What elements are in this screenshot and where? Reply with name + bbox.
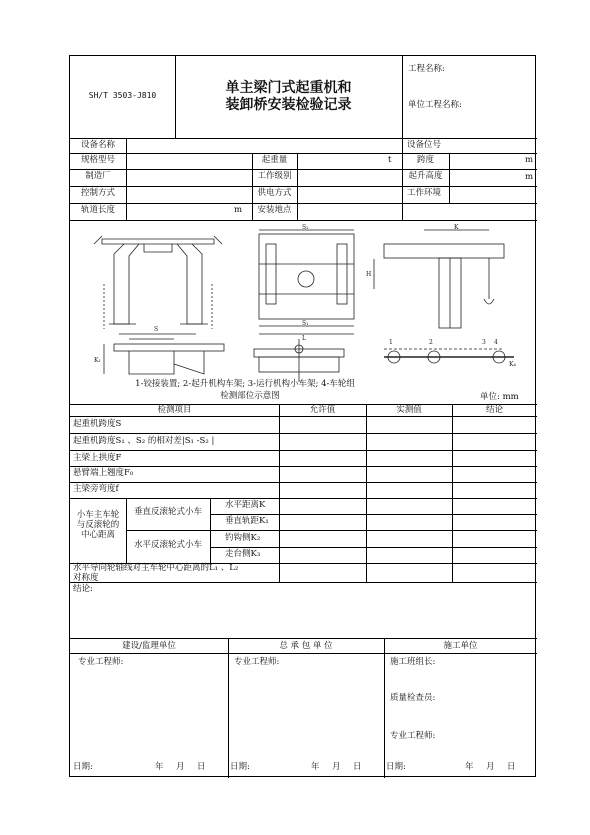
- inspection-record-sheet: [69, 55, 536, 777]
- lifting-height-label: 起升高度: [408, 171, 443, 181]
- track-length-label: 轨道长度: [80, 205, 115, 215]
- group-label-line-2: 与反滚轮的: [76, 519, 120, 530]
- lifting-weight-label: 起重量: [261, 155, 288, 165]
- label-k1: K₁: [94, 357, 101, 364]
- label-s: S: [154, 326, 159, 333]
- contractor-engineer-label: 专业工程师:: [234, 657, 280, 667]
- diagram-cross-section: [254, 339, 344, 382]
- work-class-label: 工作级别: [257, 171, 292, 181]
- supervision-engineer-label: 专业工程师:: [78, 657, 124, 667]
- unit-project-label: 单位工程名称:: [408, 100, 462, 110]
- col-item-header: 检测项目: [157, 405, 192, 415]
- construction-engineer-label: 专业工程师:: [390, 731, 436, 741]
- construction-unit-header: 施工单位: [443, 641, 478, 651]
- page-title: [175, 80, 402, 114]
- diagram-wheel-group: [384, 339, 516, 368]
- horizontal-roller-label: 水平反滚轮式小车: [133, 540, 202, 550]
- contractor-day: 日: [353, 762, 362, 772]
- work-env-label: 工作环境: [407, 188, 442, 198]
- quality-inspector-label: 质量检查员:: [390, 693, 436, 703]
- col-measured-header: 实测值: [396, 405, 422, 415]
- vertical-roller-label: 垂直反滚轮式小车: [133, 507, 202, 517]
- title-line-1: 单主梁门式起重机和: [225, 80, 352, 96]
- construction-date-label: 日期:: [386, 762, 406, 772]
- label-k: K: [454, 224, 459, 231]
- label-h: H: [366, 271, 372, 278]
- horiz-dist-label: 水平距离K: [225, 500, 266, 510]
- label-n3: 3: [482, 339, 486, 346]
- diagram-caption: 检测部位示意图: [220, 391, 280, 401]
- span-unit: m: [525, 155, 534, 165]
- power-supply-label: 供电方式: [257, 188, 292, 198]
- manufacturer-label: 制造厂: [85, 171, 111, 181]
- contractor-unit-header: 总 承 包 单 位: [279, 641, 333, 651]
- row-side-bend: 主梁旁弯度f: [73, 484, 119, 494]
- guide-wheel-line-1: 水平导向轮轴线对主车轮中心距离的L₁ 、L₂: [73, 563, 239, 573]
- group-label: [70, 511, 126, 540]
- equipment-position-label: 设备位号: [407, 140, 442, 150]
- install-location-label: 安装地点: [257, 205, 292, 215]
- inspection-diagram: [84, 224, 524, 384]
- row-cantilever: 悬臂端上翘度F₀: [73, 468, 134, 478]
- label-l: L: [302, 335, 306, 342]
- label-s1: S₁: [302, 320, 309, 327]
- supervision-unit-header: 建设/监理单位: [122, 641, 176, 651]
- group-label-line-3: 中心距离: [80, 529, 115, 540]
- lifting-height-unit: m: [525, 172, 534, 182]
- label-n1: 1: [389, 339, 393, 346]
- row-span: 起重机跨度S: [73, 419, 122, 429]
- diagram-girder-section: [94, 339, 224, 374]
- diagram-legend: 1-铰接装置; 2-起升机构车架; 3-运行机构小车架; 4-车轮组: [135, 379, 355, 389]
- label-k4: K₄: [509, 361, 516, 368]
- label-n2: 2: [429, 339, 433, 346]
- diagram-trolley-side-view: [366, 224, 504, 328]
- contractor-year: 年: [311, 762, 320, 772]
- conclusion-label: 结论:: [73, 584, 93, 594]
- construction-day: 日: [507, 762, 516, 772]
- track-length-unit: m: [234, 205, 243, 215]
- construction-month: 月: [486, 762, 495, 772]
- span-label: 跨度: [416, 155, 434, 165]
- construction-year: 年: [465, 762, 474, 772]
- diagram-trolley-plan-view: [259, 224, 354, 342]
- guide-wheel-line-2: 对称度: [73, 572, 99, 583]
- hook-side-label: 钓钩侧K₂: [225, 533, 261, 543]
- diagram-gantry-end-view: [94, 236, 222, 334]
- equipment-name-label: 设备名称: [80, 140, 115, 150]
- control-mode-label: 控制方式: [80, 188, 115, 198]
- supervision-year: 年: [155, 762, 164, 772]
- row-span-diff: 起重机跨度S₁ 、S₂ 的相对差|S₁ -S₂ |: [73, 436, 215, 446]
- label-n4: 4: [494, 339, 498, 346]
- team-leader-label: 施工班组长:: [390, 657, 436, 667]
- walk-side-label: 走台侧K₃: [225, 549, 261, 559]
- supervision-month: 月: [176, 762, 185, 772]
- form-code: SH/T 3503-J810: [88, 91, 157, 100]
- guide-wheel-row: [73, 564, 238, 584]
- unit-label: 单位: mm: [480, 392, 519, 402]
- supervision-date-label: 日期:: [73, 762, 93, 772]
- col-conclusion-header: 结论: [485, 405, 503, 415]
- row-camber: 主梁上拱度F: [73, 453, 122, 463]
- model-spec-label: 规格型号: [80, 155, 115, 165]
- vert-track-dist-label: 垂直轨距K₁: [225, 516, 269, 526]
- contractor-date-label: 日期:: [230, 762, 250, 772]
- title-line-2: 装卸桥安装检验记录: [225, 97, 352, 113]
- contractor-month: 月: [332, 762, 341, 772]
- lifting-weight-unit: t: [388, 155, 392, 165]
- project-name-label: 工程名称:: [408, 64, 445, 74]
- supervision-day: 日: [197, 762, 206, 772]
- col-allowed-header: 允许值: [309, 405, 336, 415]
- label-s2: S₂: [302, 224, 309, 231]
- group-label-line-1: 小车主车轮: [76, 510, 120, 520]
